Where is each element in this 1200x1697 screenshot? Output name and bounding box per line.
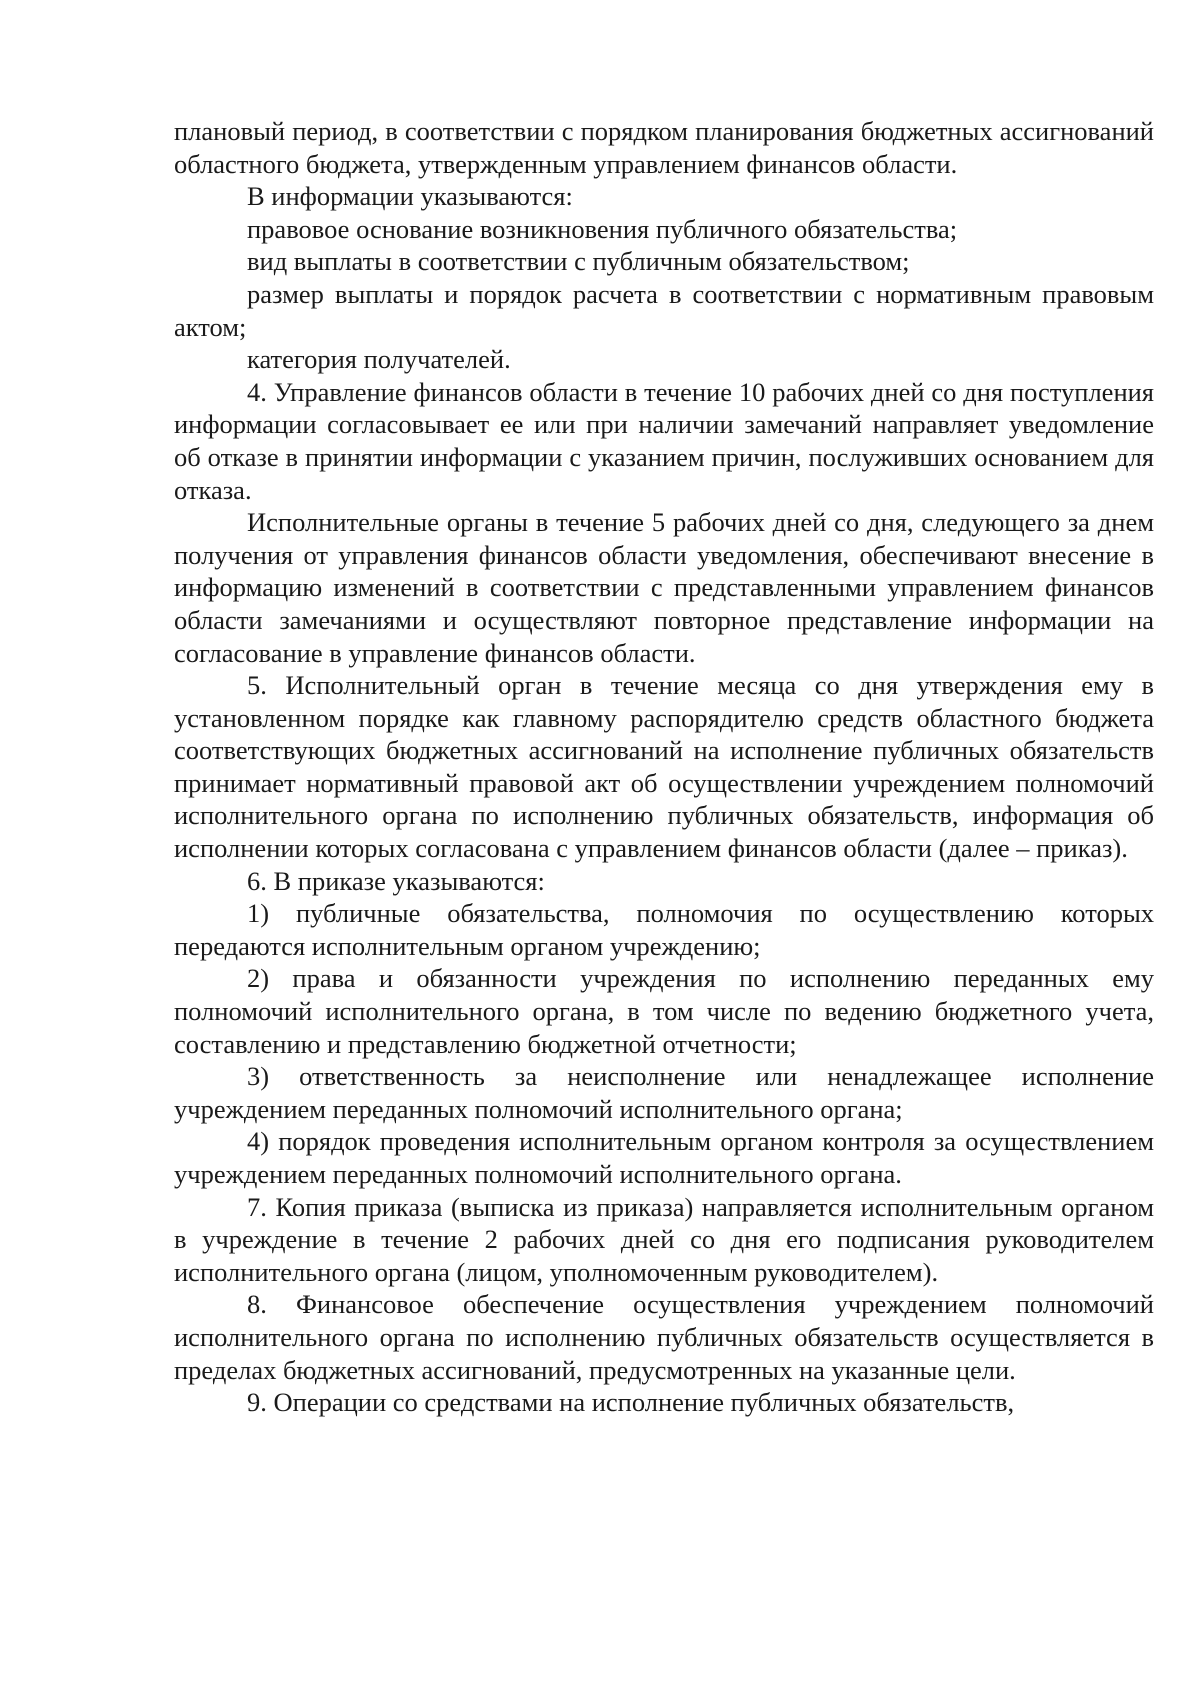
paragraph-clause-6: 6. В приказе указываются: [247,865,545,896]
paragraph-info-item-payment-type: вид выплаты в соответствии с публичным обязательством; [247,246,910,277]
paragraph-clause-6-item-1: 1) публичные обязательства, полномочия по осуществлению которых передаются исполнительным органом учреждению; [174,898,1154,961]
paragraph-clause-9: 9. Операции со средствами на исполнение публичных обязательств, [247,1387,1015,1418]
paragraph-clause-6-item-3: 3) ответственность за неисполнение или ненадлежащее исполнение учреждением переданных полномочий исполнительного органа; [174,1061,1154,1124]
paragraph-info-item-legal-basis: правовое основание возникновения публичного обязательства; [247,213,958,244]
paragraph-clause-6-item-4: 4) порядок проведения исполнительным органом контроля за осуществлением учреждением переданных полномочий исполнительного органа. [174,1126,1154,1189]
paragraph-info-heading: В информации указываются: [247,181,573,212]
paragraph-clause-6-item-2: 2) права и обязанности учреждения по исполнению переданных ему полномочий исполнительного органа, в том числе по ведению бюджетного учета, составлению и представлению бюджетной отчетности; [174,963,1154,1059]
paragraph-info-item-payment-size: размер выплаты и порядок расчета в соответствии с нормативным правовым актом; [174,278,1154,342]
paragraph-clause-7: 7. Копия приказа (выписка из приказа) направляется исполнительным органом в учреждение в течение 2 рабочих дней со дня его подписания руководителем исполнительного органа (лицом, уполномоченным руководителем). [174,1191,1154,1287]
paragraph-clause-5: 5. Исполнительный орган в течение месяца со дня утверждения ему в установленном порядке как главному распорядителю средств областного бюджета соответствующих бюджетных ассигнований на исполнение публичных обязательств принимает нормативный правовой акт об осуществлении учреждением полномочий исполнительного органа по исполнению публичных обязательств, информация об исполнении которых согласована с управлением финансов области (далее – приказ). [174,670,1154,864]
paragraph-info-item-recipients: категория получателей. [247,344,511,375]
paragraph-continuation: плановый период, в соответствии с порядком планирования бюджетных ассигнований областного бюджета, утвержденным управлением финансов области. [174,116,1154,179]
paragraph-clause-4-continued: Исполнительные органы в течение 5 рабочих дней со дня, следующего за днем получения от управления финансов области уведомления, обеспечивают внесение в информацию изменений в соответствии с представленными управлением финансов области замечаниями и осуществляют повторное представление информации на согласование в управление финансов области. [174,507,1154,668]
paragraph-clause-8: 8. Финансовое обеспечение осуществления учреждением полномочий исполнительного органа по исполнению публичных обязательств осуществляется в пределах бюджетных ассигнований, предусмотренных на указанные цели. [174,1289,1154,1385]
document-body [174,115,1154,1419]
paragraph-clause-4: 4. Управление финансов области в течение 10 рабочих дней со дня поступления информации согласовывает ее или при наличии замечаний направляет уведомление об отказе в принятии информации с указанием причин, послуживших основанием для отказа. [174,376,1154,505]
